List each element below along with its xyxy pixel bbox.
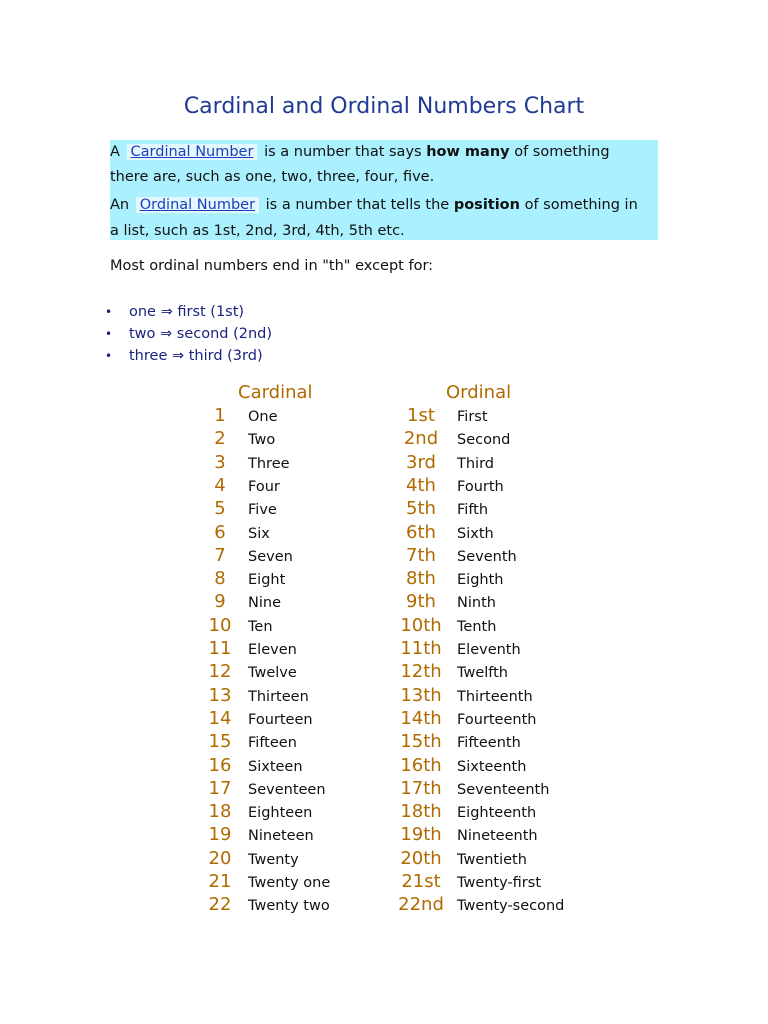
cardinal-word: Eighteen [248, 805, 313, 822]
table-row [0, 615, 768, 638]
exception-text: three ⇒ third (3rd) [129, 348, 263, 364]
table-row [0, 452, 768, 475]
cardinal-number-link[interactable]: Cardinal Number [127, 144, 258, 160]
ordinal-word: Twentieth [457, 851, 527, 868]
table-row [0, 428, 768, 451]
ordinal-number-link[interactable]: Ordinal Number [136, 197, 259, 213]
table-row [0, 871, 768, 894]
cardinal-number: 21 [208, 871, 232, 892]
cardinal-word: Two [248, 432, 276, 449]
cardinal-word: Eight [248, 572, 286, 589]
table-row [0, 475, 768, 498]
cardinal-word: Nine [248, 595, 281, 612]
cardinal-bold: how many [426, 144, 510, 160]
cardinal-number: 19 [208, 824, 232, 846]
cardinal-number: 22 [208, 894, 232, 916]
ordinal-definition-line2: a list, such as 1st, 2nd, 3rd, 4th, 5th etc. [110, 223, 405, 239]
cardinal-prefix: A [110, 144, 120, 160]
cardinal-number: 2 [214, 428, 226, 450]
cardinal-word: Nineteen [248, 828, 314, 845]
cardinal-word: Twenty [248, 851, 299, 868]
ordinal-number: 17th [400, 777, 442, 799]
ordinal-word: Twenty-second [457, 898, 565, 915]
ordinal-end: of something in [524, 197, 638, 213]
cardinal-word: Twelve [248, 665, 297, 682]
table-row [0, 824, 768, 847]
ordinal-word: Twenty-first [457, 875, 542, 891]
ordinal-number: 15th [400, 731, 442, 753]
list-item [105, 324, 272, 346]
table-row [0, 498, 768, 521]
ordinal-number: 6th [406, 521, 436, 543]
cardinal-mid: is a number that says [264, 144, 422, 160]
cardinal-word: Twenty two [248, 898, 330, 915]
ordinal-word: Fourteenth [457, 711, 537, 728]
ordinal-word: Fourth [457, 478, 504, 495]
ordinal-word: Third [457, 455, 494, 472]
ordinal-number: 3rd [406, 451, 436, 473]
cardinal-word: Seven [248, 548, 293, 565]
ordinal-number: 21st [401, 871, 441, 892]
cardinal-number: 15 [208, 731, 232, 753]
cardinal-word: Twenty one [248, 875, 331, 891]
table-row [0, 545, 768, 568]
cardinal-word: Ten [248, 618, 273, 635]
cardinal-number: 14 [208, 707, 232, 729]
table-row [0, 405, 768, 428]
ordinal-number: 11th [400, 638, 442, 659]
ordinal-word: Nineteenth [457, 828, 538, 845]
cardinal-word: Five [248, 502, 277, 519]
cardinal-word: Six [248, 525, 270, 542]
cardinal-number: 4 [214, 474, 226, 496]
cardinal-definition-line1 [110, 144, 670, 160]
ordinal-word: Eleventh [457, 642, 521, 658]
cardinal-number: 3 [214, 451, 226, 473]
cardinal-header: Cardinal [238, 382, 313, 403]
ordinal-number: 1st [407, 405, 435, 426]
cardinal-definition-line2: there are, such as one, two, three, four, five. [110, 169, 435, 185]
table-row [0, 708, 768, 731]
cardinal-number: 18 [208, 801, 232, 823]
ordinal-word: Sixth [457, 525, 494, 542]
ordinal-number: 18th [400, 801, 442, 823]
table-row [0, 591, 768, 614]
cardinal-number: 17 [208, 777, 232, 799]
table-row [0, 755, 768, 778]
ordinal-number: 5th [406, 498, 436, 520]
cardinal-word: Sixteen [248, 758, 303, 775]
cardinal-end: of something [514, 144, 610, 160]
cardinal-number: 20 [208, 847, 232, 869]
cardinal-word: Four [248, 478, 280, 495]
ordinal-definition-line1 [110, 197, 670, 213]
ordinal-word: First [457, 409, 488, 425]
cardinal-number: 5 [214, 498, 226, 520]
table-row [0, 522, 768, 545]
list-item [105, 302, 272, 324]
ordinal-number: 13th [400, 684, 442, 706]
ordinal-number: 22nd [398, 894, 444, 916]
cardinal-word: Three [248, 455, 290, 472]
ordinal-mid: is a number that tells the [265, 197, 450, 213]
ordinal-number: 2nd [403, 428, 439, 450]
ordinal-header: Ordinal [446, 382, 512, 403]
cardinal-number: 6 [214, 521, 226, 543]
ordinal-word: Tenth [457, 618, 497, 635]
cardinal-number: 8 [214, 568, 226, 590]
ordinal-word: Twelfth [457, 665, 508, 682]
cardinal-number: 13 [208, 684, 232, 706]
ordinal-prefix: An [110, 197, 130, 213]
cardinal-word: Fourteen [248, 711, 313, 728]
ordinal-word: Fifteenth [457, 735, 521, 752]
table-row [0, 568, 768, 591]
cardinal-number: 9 [214, 591, 226, 613]
table-row [0, 848, 768, 871]
cardinal-number: 10 [208, 614, 232, 636]
cardinal-word: Thirteen [248, 688, 309, 705]
table-row [0, 638, 768, 661]
ordinal-number: 8th [406, 568, 436, 590]
table-row [0, 894, 768, 917]
ordinal-word: Thirteenth [457, 688, 533, 705]
ordinal-number: 14th [400, 707, 442, 729]
cardinal-number: 16 [208, 754, 232, 776]
cardinal-word: Eleven [248, 642, 297, 658]
ordinal-bold: position [453, 197, 520, 213]
ordinal-number: 7th [406, 544, 436, 566]
cardinal-word: One [248, 409, 278, 425]
table-row [0, 731, 768, 754]
cardinal-number: 11 [208, 638, 232, 659]
bullet-icon: • [105, 327, 113, 341]
ordinal-word: Fifth [457, 502, 489, 519]
ordinal-word: Eighth [457, 572, 504, 589]
ordinal-word: Seventeenth [457, 781, 550, 798]
exception-text: one ⇒ first (1st) [129, 304, 245, 320]
table-row [0, 685, 768, 708]
ordinal-word: Sixteenth [457, 758, 527, 775]
cardinal-number: 1 [214, 405, 226, 426]
cardinal-number: 12 [208, 661, 232, 683]
ordinal-number: 4th [406, 474, 436, 496]
exception-text: two ⇒ second (2nd) [129, 326, 273, 342]
ordinal-number: 16th [400, 754, 442, 776]
intro-text: Most ordinal numbers end in "th" except for: [110, 258, 434, 274]
cardinal-number: 7 [214, 544, 226, 566]
cardinal-word: Fifteen [248, 735, 297, 752]
ordinal-number: 20th [400, 847, 442, 869]
ordinal-number: 10th [400, 614, 442, 636]
ordinal-word: Second [457, 432, 511, 449]
ordinal-word: Ninth [457, 595, 496, 612]
ordinal-number: 9th [406, 591, 436, 613]
table-row [0, 778, 768, 801]
ordinal-number: 12th [400, 661, 442, 683]
exceptions-list [105, 302, 272, 368]
page-title: Cardinal and Ordinal Numbers Chart [183, 94, 585, 119]
table-row [0, 801, 768, 824]
cardinal-word: Seventeen [248, 781, 326, 798]
list-item [105, 346, 272, 368]
table-row [0, 661, 768, 684]
bullet-icon: • [105, 305, 113, 319]
ordinal-word: Eighteenth [457, 805, 537, 822]
ordinal-number: 19th [400, 824, 442, 846]
ordinal-word: Seventh [457, 548, 517, 565]
bullet-icon: • [105, 349, 113, 363]
